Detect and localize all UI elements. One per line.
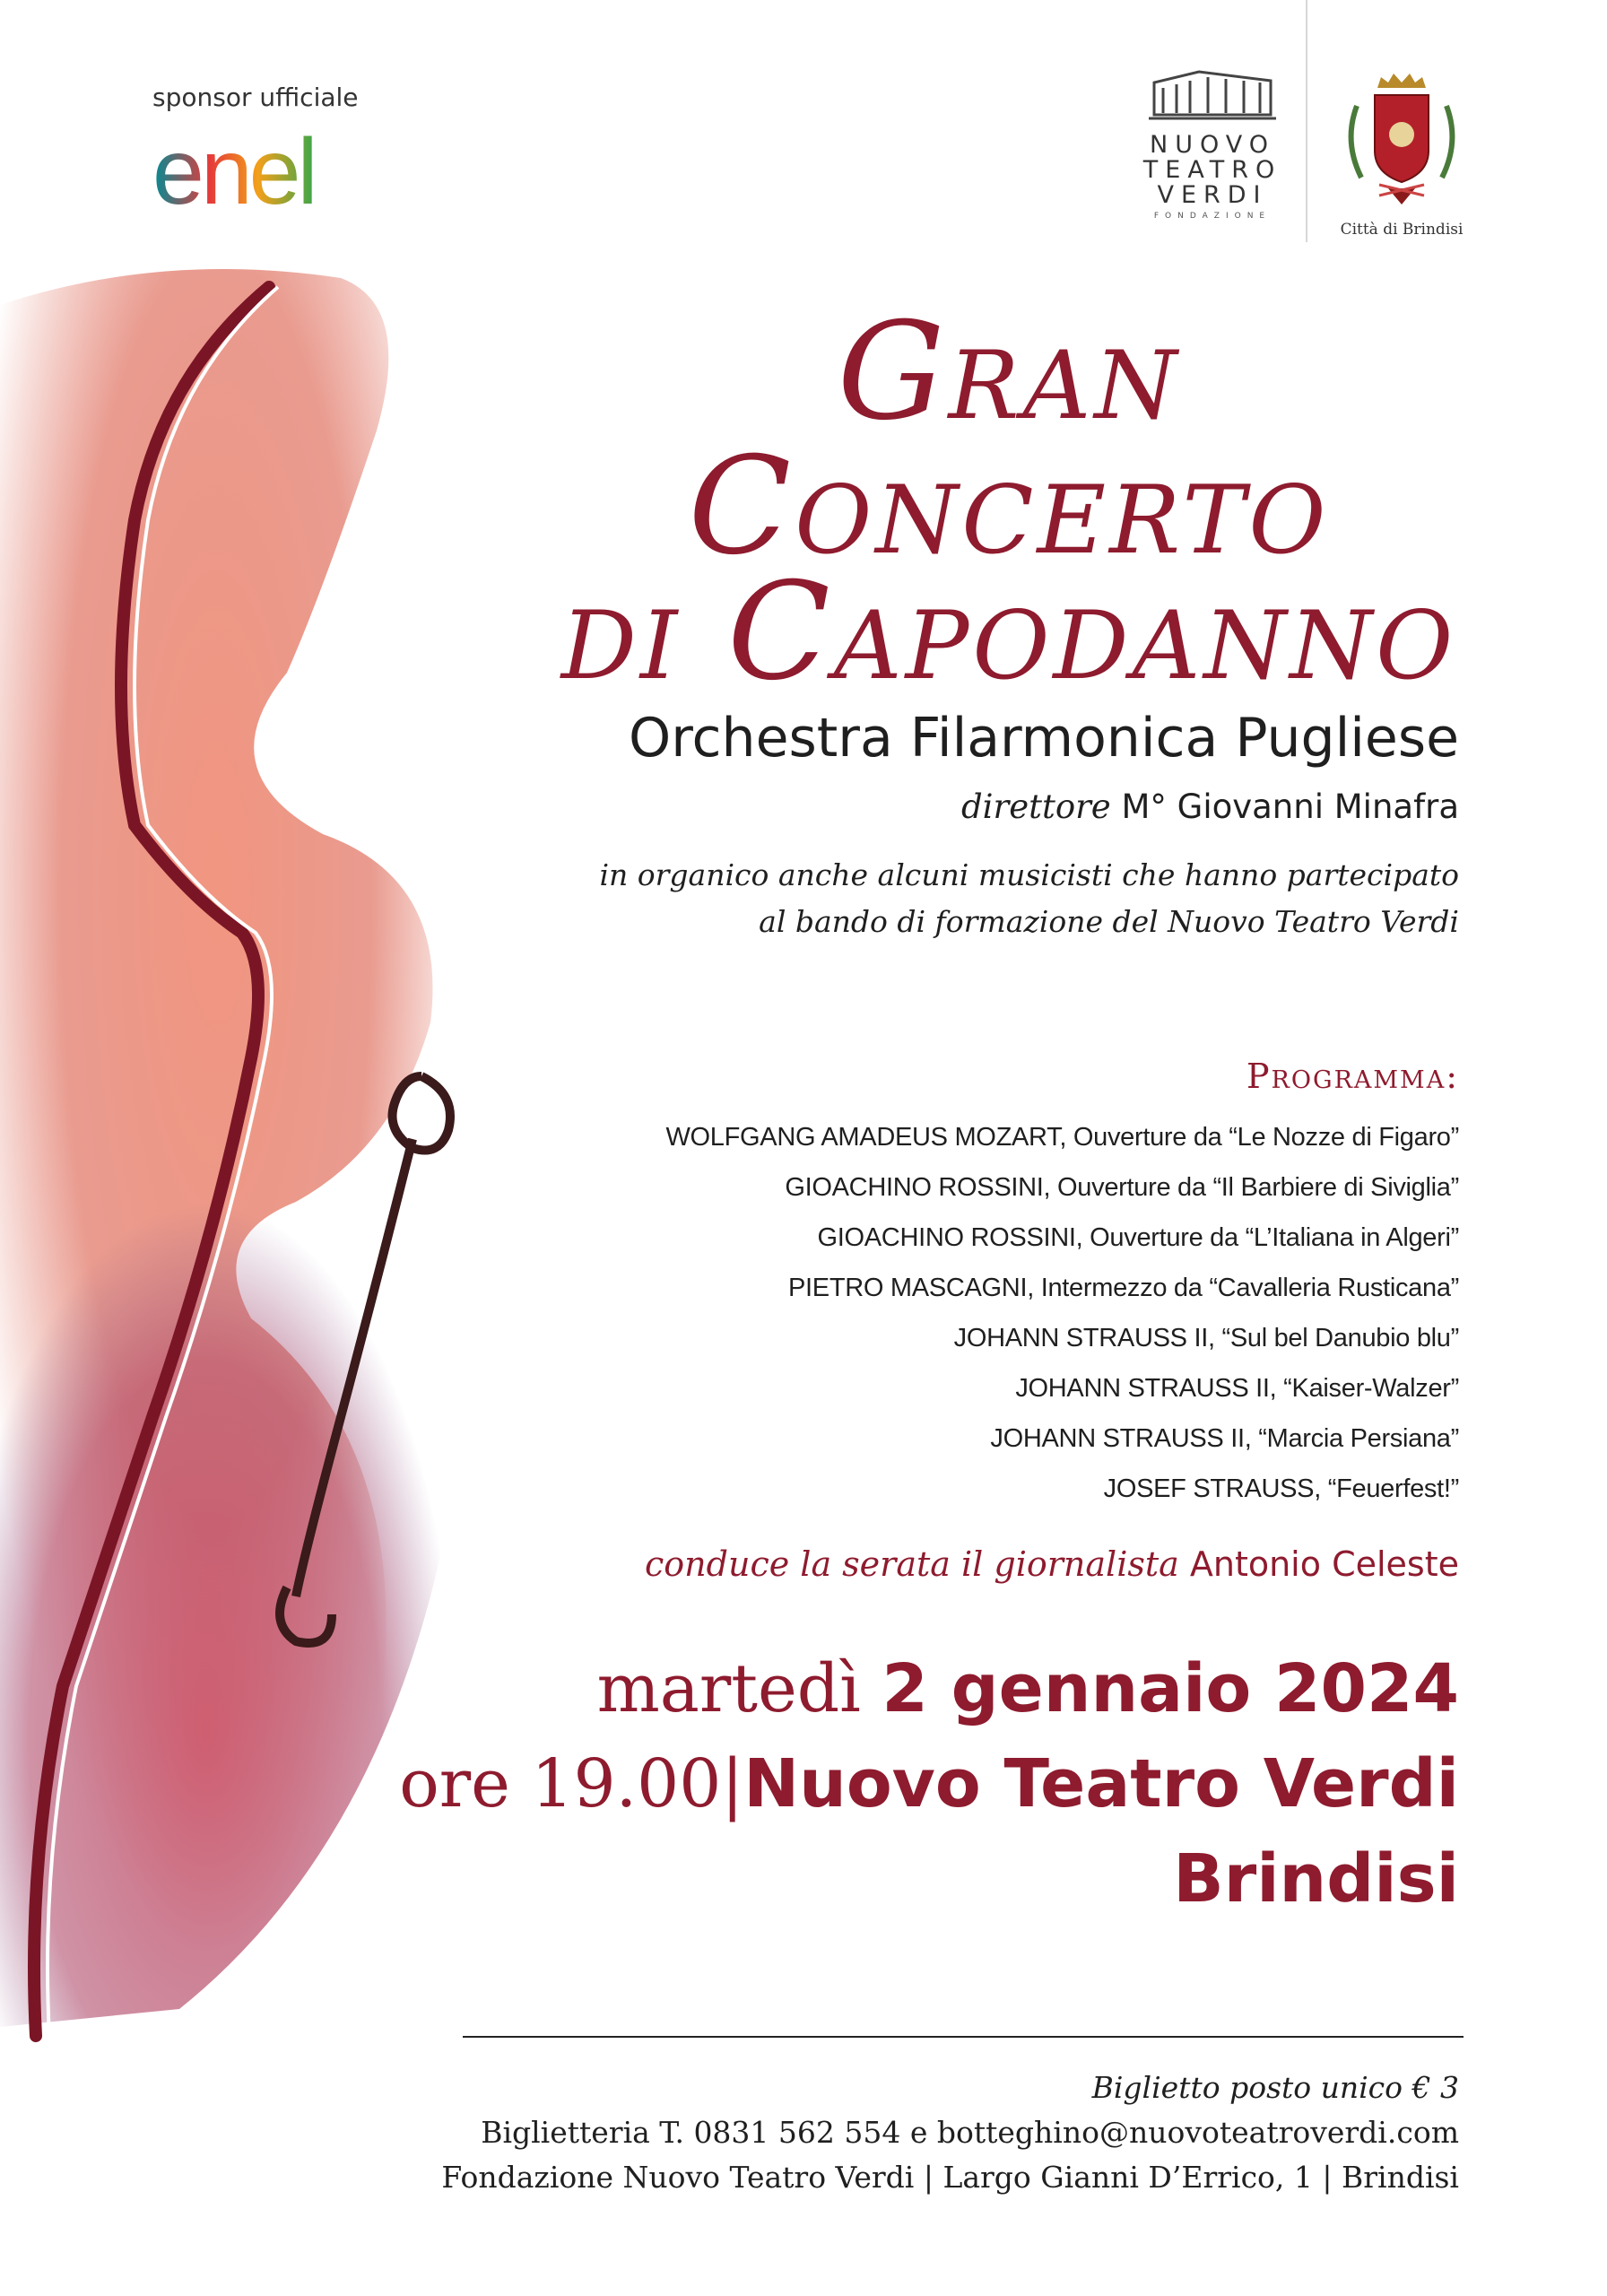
footer-divider: [463, 2036, 1464, 2038]
title-line-2: di Capodanno: [560, 554, 1457, 710]
sponsor-label: sponsor ufficiale: [152, 83, 359, 112]
city-name: Città di Brindisi: [1340, 221, 1464, 239]
programme-item: JOHANN STRAUSS II, “Marcia Persiana”: [990, 1424, 1459, 1453]
event-weekday: martedì: [596, 1650, 861, 1727]
nuovo-teatro-verdi-logo: [1132, 63, 1293, 221]
programme-item: GIOACHINO ROSSINI, Ouverture da “L’Italiana in Algeri”: [817, 1223, 1459, 1252]
event-date-line: [597, 1650, 1459, 1727]
event-city: Brindisi: [1173, 1840, 1459, 1918]
programme-item: JOSEF STRAUSS, “Feuerfest!”: [1103, 1474, 1459, 1503]
event-time: ore 19.00: [399, 1745, 722, 1822]
theatre-logo-line: TEATRO: [1142, 156, 1282, 184]
host-name: Antonio Celeste: [1189, 1544, 1459, 1584]
programme-item: JOHANN STRAUSS II, “Kaiser-Walzer”: [1015, 1374, 1459, 1403]
programme-list: [665, 1112, 1459, 1514]
enel-logo-text: enel: [152, 120, 315, 224]
host-line: [645, 1544, 1459, 1584]
theatre-logo-line: NUOVO: [1150, 131, 1275, 159]
director-role: direttore: [961, 787, 1111, 826]
director-name: M° Giovanni Minafra: [1121, 787, 1459, 826]
event-date: 2 gennaio 2024: [882, 1650, 1459, 1727]
theatre-logo-line: VERDI: [1157, 181, 1268, 209]
event-separator: |: [721, 1745, 744, 1822]
programme-heading: Programma:: [1246, 1057, 1459, 1096]
title-line-1: Gran Concerto: [688, 294, 1330, 585]
enel-logo: [152, 120, 315, 224]
concert-title: [502, 294, 1516, 710]
event-venue: Nuovo Teatro Verdi: [743, 1745, 1459, 1822]
venue-address: Fondazione Nuovo Teatro Verdi | Largo Gianni D’Errico, 1 | Brindisi: [441, 2160, 1459, 2195]
programme-item: GIOACHINO ROSSINI, Ouverture da “Il Barbiere di Siviglia”: [785, 1173, 1459, 1202]
city-of-brindisi-logo: [1325, 70, 1478, 239]
ensemble-note-line-1: in organico anche alcuni musicisti che hanno partecipato: [599, 857, 1459, 892]
programme-item: WOLFGANG AMADEUS MOZART, Ouverture da “Le Nozze di Figaro”: [665, 1123, 1459, 1152]
programme-item: JOHANN STRAUSS II, “Sul bel Danubio blu”: [953, 1324, 1459, 1352]
orchestra-name: Orchestra Filarmonica Pugliese: [628, 707, 1459, 770]
theatre-building-icon: [1145, 63, 1280, 126]
theatre-logo-sub: FONDAZIONE: [1153, 212, 1272, 221]
programme-item: PIETRO MASCAGNI, Intermezzo da “Cavalleria Rusticana”: [788, 1274, 1459, 1302]
event-time-venue-line: [399, 1745, 1459, 1822]
coat-of-arms-icon: [1334, 70, 1469, 213]
ticket-price: Biglietto posto unico € 3: [1091, 2070, 1459, 2105]
ensemble-note-line-2: al bando di formazione del Nuovo Teatro Verdi: [759, 904, 1459, 939]
box-office-contact: Biglietteria T. 0831 562 554 e botteghino@nuovoteatroverdi.com: [481, 2115, 1459, 2150]
host-prefix: conduce la serata il giornalista: [645, 1544, 1179, 1584]
logo-divider: [1306, 0, 1307, 242]
director-line: [961, 787, 1459, 826]
